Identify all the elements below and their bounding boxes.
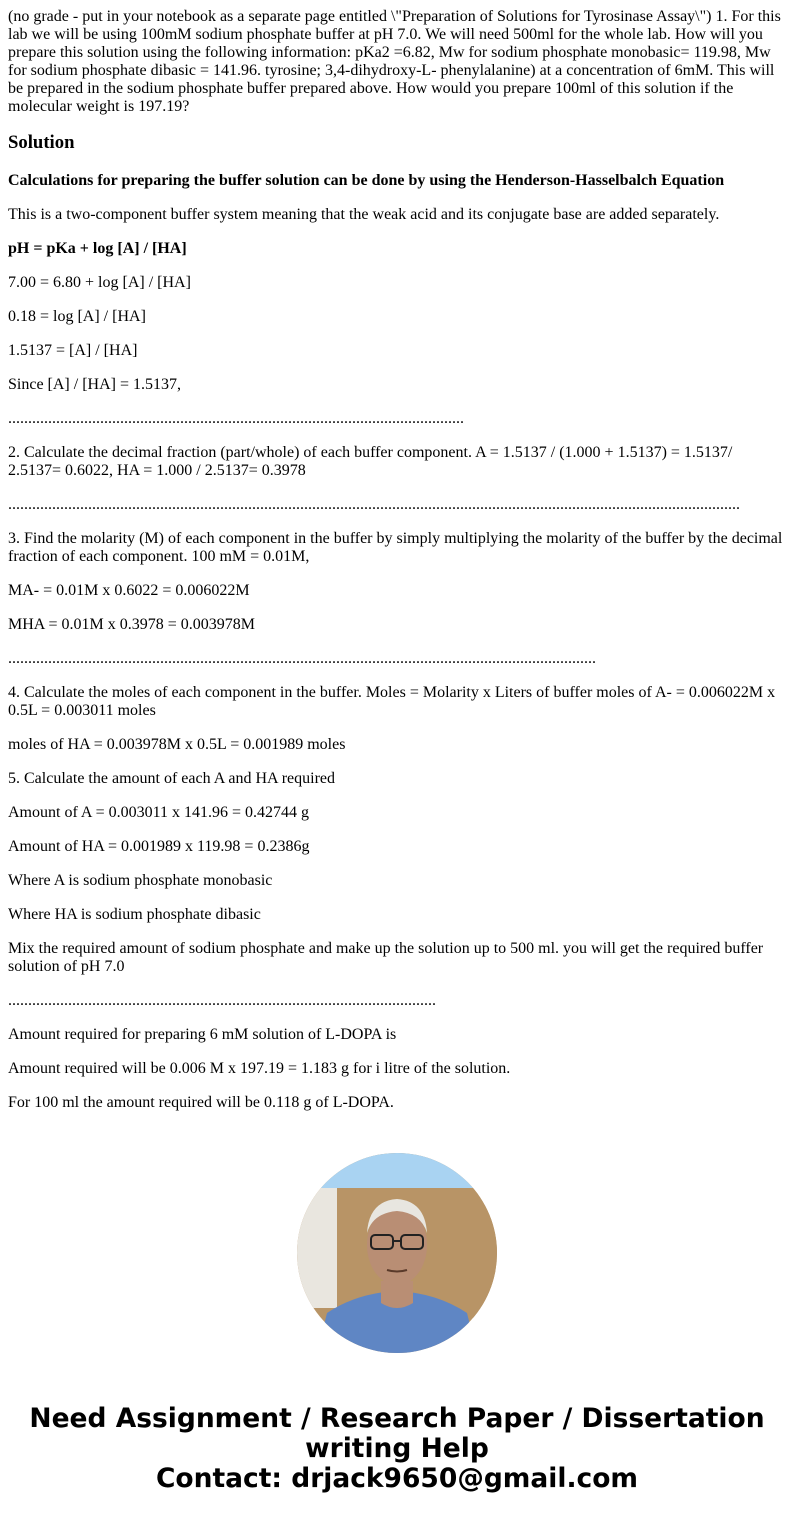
solution-heading: Solution	[8, 132, 75, 153]
solution-paragraph: Amount required will be 0.006 M x 197.19 = 1.183 g for i litre of the solution.	[8, 1060, 511, 1077]
solution-paragraph: 2. Calculate the decimal fraction (part/whole) of each buffer component. A = 1.5137 / (1.000 + 1.5137) = 1.5137/ 2.5137= 0.6022, HA = 1.000 / 2.5137= 0.3978	[8, 444, 733, 479]
solution-paragraph: moles of HA = 0.003978M x 0.5L = 0.001989 moles	[8, 736, 346, 753]
solution-paragraph: 0.18 = log [A] / [HA]	[8, 308, 146, 325]
footer-contact: Contact: drjack9650@gmail.com	[155, 1463, 639, 1494]
solution-paragraph: Mix the required amount of sodium phosphate and make up the solution up to 500 ml. you will get the required buffer solution of pH 7.0	[8, 940, 764, 975]
solution-paragraph: This is a two-component buffer system meaning that the weak acid and its conjugate base are added separately.	[8, 206, 720, 223]
author-photo-icon	[297, 1153, 497, 1353]
solution-paragraph: Amount of HA = 0.001989 x 119.98 = 0.2386g	[8, 838, 310, 855]
solution-paragraph: Since [A] / [HA] = 1.5137,	[8, 376, 181, 393]
separator-dots: ...........................................................................................................	[8, 992, 436, 1009]
solution-paragraph: MA- = 0.01M x 0.6022 = 0.006022M	[8, 582, 250, 599]
author-avatar	[297, 1153, 497, 1353]
separator-dots: .......................................................................................................................................................................................	[8, 496, 740, 513]
solution-paragraphs	[8, 172, 786, 1112]
solution-paragraph: 7.00 = 6.80 + log [A] / [HA]	[8, 274, 191, 291]
solution-paragraph: MHA = 0.01M x 0.3978 = 0.003978M	[8, 616, 255, 633]
solution-paragraph: Where A is sodium phosphate monobasic	[8, 872, 273, 889]
solution-paragraph: 4. Calculate the moles of each component in the buffer. Moles = Molarity x Liters of buffer moles of A- = 0.006022M x 0.5L = 0.003011 moles	[8, 684, 776, 719]
solution-paragraph: Amount of A = 0.003011 x 141.96 = 0.42744 g	[8, 804, 310, 821]
solution-paragraph: Calculations for preparing the buffer solution can be done by using the Henderson-Hasselbalch Equation	[8, 172, 725, 189]
solution-paragraph: 5. Calculate the amount of each A and HA required	[8, 770, 336, 787]
separator-dots: ..................................................................................................................	[8, 410, 464, 427]
footer-banner	[0, 1404, 794, 1494]
solution-paragraph: 3. Find the molarity (M) of each component in the buffer by simply multiplying the molarity of the buffer by the decimal fraction of each component. 100 mM = 0.01M,	[8, 530, 783, 565]
solution-paragraph: 1.5137 = [A] / [HA]	[8, 342, 138, 359]
question-text: (no grade - put in your notebook as a separate page entitled \"Preparation of Solutions for Tyrosinase Assay\") 1. For this lab we will be using 100mM sodium phosphate buffer at pH 7.0. We will need 500ml for the whole lab. How will you prepare this solution using the following information: pKa2 =6.82, Mw for sodium phosphate monobasic= 119.98, Mw for sodium phosphate dibasic = 141.96. tyrosine; 3,4-dihydroxy-L- phenylalanine) at a concentration of 6mM. This will be prepared in the sodium phosphate buffer prepared above. How would you prepare 100ml of this solution if the molecular weight is 197.19?	[8, 8, 781, 115]
footer-line-2: writing Help	[305, 1433, 489, 1464]
footer-line-1: Need Assignment / Research Paper / Dissertation	[29, 1403, 765, 1434]
solution-paragraph: Where HA is sodium phosphate dibasic	[8, 906, 261, 923]
solution-paragraph: Amount required for preparing 6 mM solution of L-DOPA is	[8, 1026, 397, 1043]
solution-paragraph: pH = pKa + log [A] / [HA]	[8, 240, 187, 257]
solution-paragraph: For 100 ml the amount required will be 0.118 g of L-DOPA.	[8, 1094, 394, 1111]
separator-dots: ...................................................................................................................................................	[8, 650, 596, 667]
